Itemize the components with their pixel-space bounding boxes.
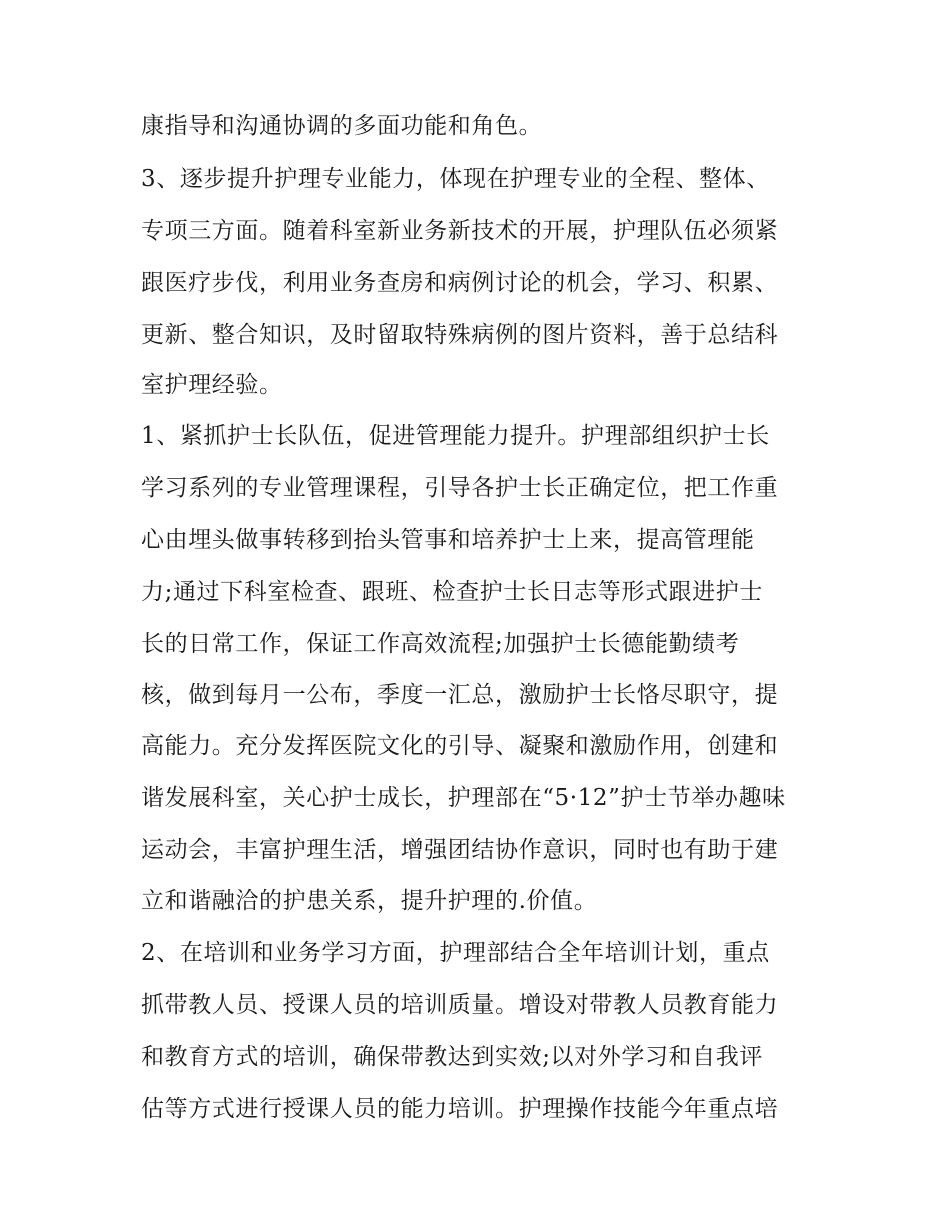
text-line-12: 核，做到每月一公布，季度一汇总，激励护士长恪尽职守，提 xyxy=(141,682,779,708)
text-line-10: 力;通过下科室检查、跟班、检查护士长日志等形式跟进护士 xyxy=(141,579,763,605)
text-line-3: 专项三方面。随着科室新业务新技术的开展，护理队伍必须紧 xyxy=(141,218,779,244)
text-line-7: 1、紧抓护士长队伍，促进管理能力提升。护理部组织护士长 xyxy=(141,423,770,449)
text-line-15: 运动会，丰富护理生活，增强团结协作意识，同时也有助于建 xyxy=(141,837,779,863)
text-line-5: 更新、整合知识，及时留取特殊病例的图片资料，善于总结科 xyxy=(141,322,779,348)
text-line-6: 室护理经验。 xyxy=(141,372,283,398)
text-line-13: 高能力。充分发挥医院文化的引导、凝聚和激励作用，创建和 xyxy=(141,733,779,759)
text-line-18: 抓带教人员、授课人员的培训质量。增设对带教人员教育能力 xyxy=(141,992,779,1018)
text-line-17: 2、在培训和业务学习方面，护理部结合全年培训计划，重点 xyxy=(141,940,770,966)
text-line-14: 谐发展科室，关心护士成长，护理部在“5·12”护士节举办趣味 xyxy=(141,785,786,811)
text-line-20: 估等方式进行授课人员的能力培训。护理操作技能今年重点培 xyxy=(141,1096,779,1122)
text-line-16: 立和谐融洽的护患关系，提升护理的.价值。 xyxy=(141,888,598,914)
text-line-2: 3、逐步提升护理专业能力，体现在护理专业的全程、整体、 xyxy=(141,166,770,192)
text-line-11: 长的日常工作，保证工作高效流程;加强护士长德能勤绩考 xyxy=(141,631,740,657)
text-line-8: 学习系列的专业管理课程，引导各护士长正确定位，把工作重 xyxy=(141,475,779,501)
text-line-1: 康指导和沟通协调的多面功能和角色。 xyxy=(141,113,543,139)
text-line-19: 和教育方式的培训，确保带教达到实效;以对外学习和自我评 xyxy=(141,1044,763,1070)
text-line-4: 跟医疗步伐，利用业务查房和病例讨论的机会，学习、积累、 xyxy=(141,270,779,296)
text-line-9: 心由埋头做事转移到抬头管事和培养护士上来，提高管理能 xyxy=(141,527,755,553)
